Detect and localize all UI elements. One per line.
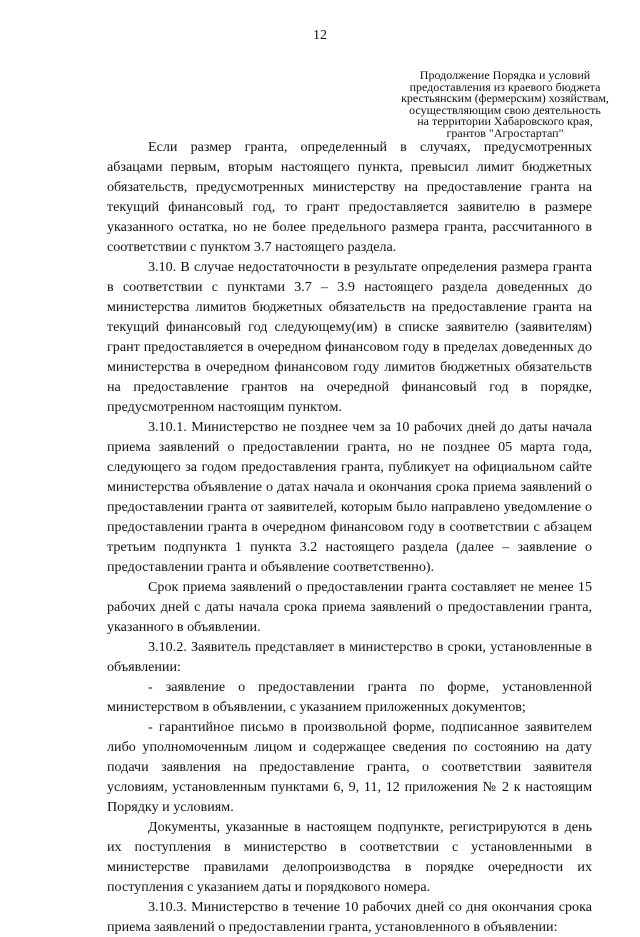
header-line: Продолжение Порядка и условий [419, 68, 591, 82]
list-item: - гарантийное письмо в произвольной форме, подписанное заявителем либо уполномоченным лицом и содержащее сведения по состоянию на дату подачи заявления на предоставление гранта, о соответствии заявителя условиям, установленным пунктами 6, 9, 11, 12 приложения № 2 к настоящим Порядку и условиям. [107, 719, 592, 815]
document-header [380, 70, 630, 139]
paragraph: Срок приема заявлений о предоставлении гранта составляет не менее 15 рабочих дней с даты начала срока приема заявлений о предоставлении гранта, указанного в объявлении. [107, 579, 592, 635]
paragraph-3-10-1: 3.10.1. Министерство не позднее чем за 10 рабочих дней до даты начала приема заявлений о предоставлении гранта, но не позднее 05 марта года, следующего за годом предоставления гранта, публикует на официальном сайте министерства объявление о датах начала и окончания срока приема заявлений о предоставлении гранта от заявителей, которым было направлено уведомление о предоставлении гранта в очередном финансовом году в соответствии с абзацем третьим подпункта 1 пункта 3.2 настоящего раздела (далее – заявление о предоставлении гранта и объявление соответственно). [107, 419, 592, 575]
paragraph-3-10-2: 3.10.2. Заявитель представляет в министерство в сроки, установленные в объявлении: [107, 639, 592, 675]
paragraph: Документы, указанные в настоящем подпункте, регистрируются в день их поступления в министерство в соответствии с установленными в министерстве правилами делопроизводства в порядке очередности их поступления с указанием даты и порядкового номера. [107, 819, 592, 895]
header-line: осуществляющим свою деятельность [409, 102, 601, 117]
paragraph-3-10: 3.10. В случае недостаточности в результате определения размера гранта в соответствии с пунктами 3.7 – 3.9 настоящего раздела доведенных до министерства лимитов бюджетных обязательств на предоставление гранта на текущий финансовый год следующему(им) в списке заявителю (заявителям) грант предоставляется в очередном финансовом году в пределах доведенных до министерства в очередном финансовом году лимитов бюджетных обязательств на предоставление грантов на очередной финансовый год в порядке, предусмотренном настоящим пунктом. [107, 259, 592, 415]
page-number: 12 [313, 28, 327, 43]
header-line: на территории Хабаровского края, [417, 114, 593, 128]
paragraph-3-10-3: 3.10.3. Министерство в течение 10 рабочих дней со дня окончания срока приема заявлений о предоставлении гранта, установленного в объявлении: [107, 899, 592, 935]
header-line: предоставления из краевого бюджета [409, 79, 601, 94]
document-body [107, 137, 592, 937]
paragraph: Если размер гранта, определенный в случаях, предусмотренных абзацами первым, вторым настоящего пункта, превысил лимит бюджетных обязательств, предусмотренных министерству на предоставление гранта на текущий финансовый год, то грант предоставляется заявителю в размере указанного остатка, но не более предельного размера гранта, рассчитанного в соответствии с пунктом 3.7 настоящего раздела. [107, 139, 592, 255]
header-line: грантов "Агростартап" [446, 125, 564, 140]
list-item: - заявление о предоставлении гранта по форме, установленной министерством в объявлении, с указанием приложенных документов; [107, 679, 592, 715]
header-line: крестьянским (фермерским) хозяйствам, [401, 91, 609, 105]
